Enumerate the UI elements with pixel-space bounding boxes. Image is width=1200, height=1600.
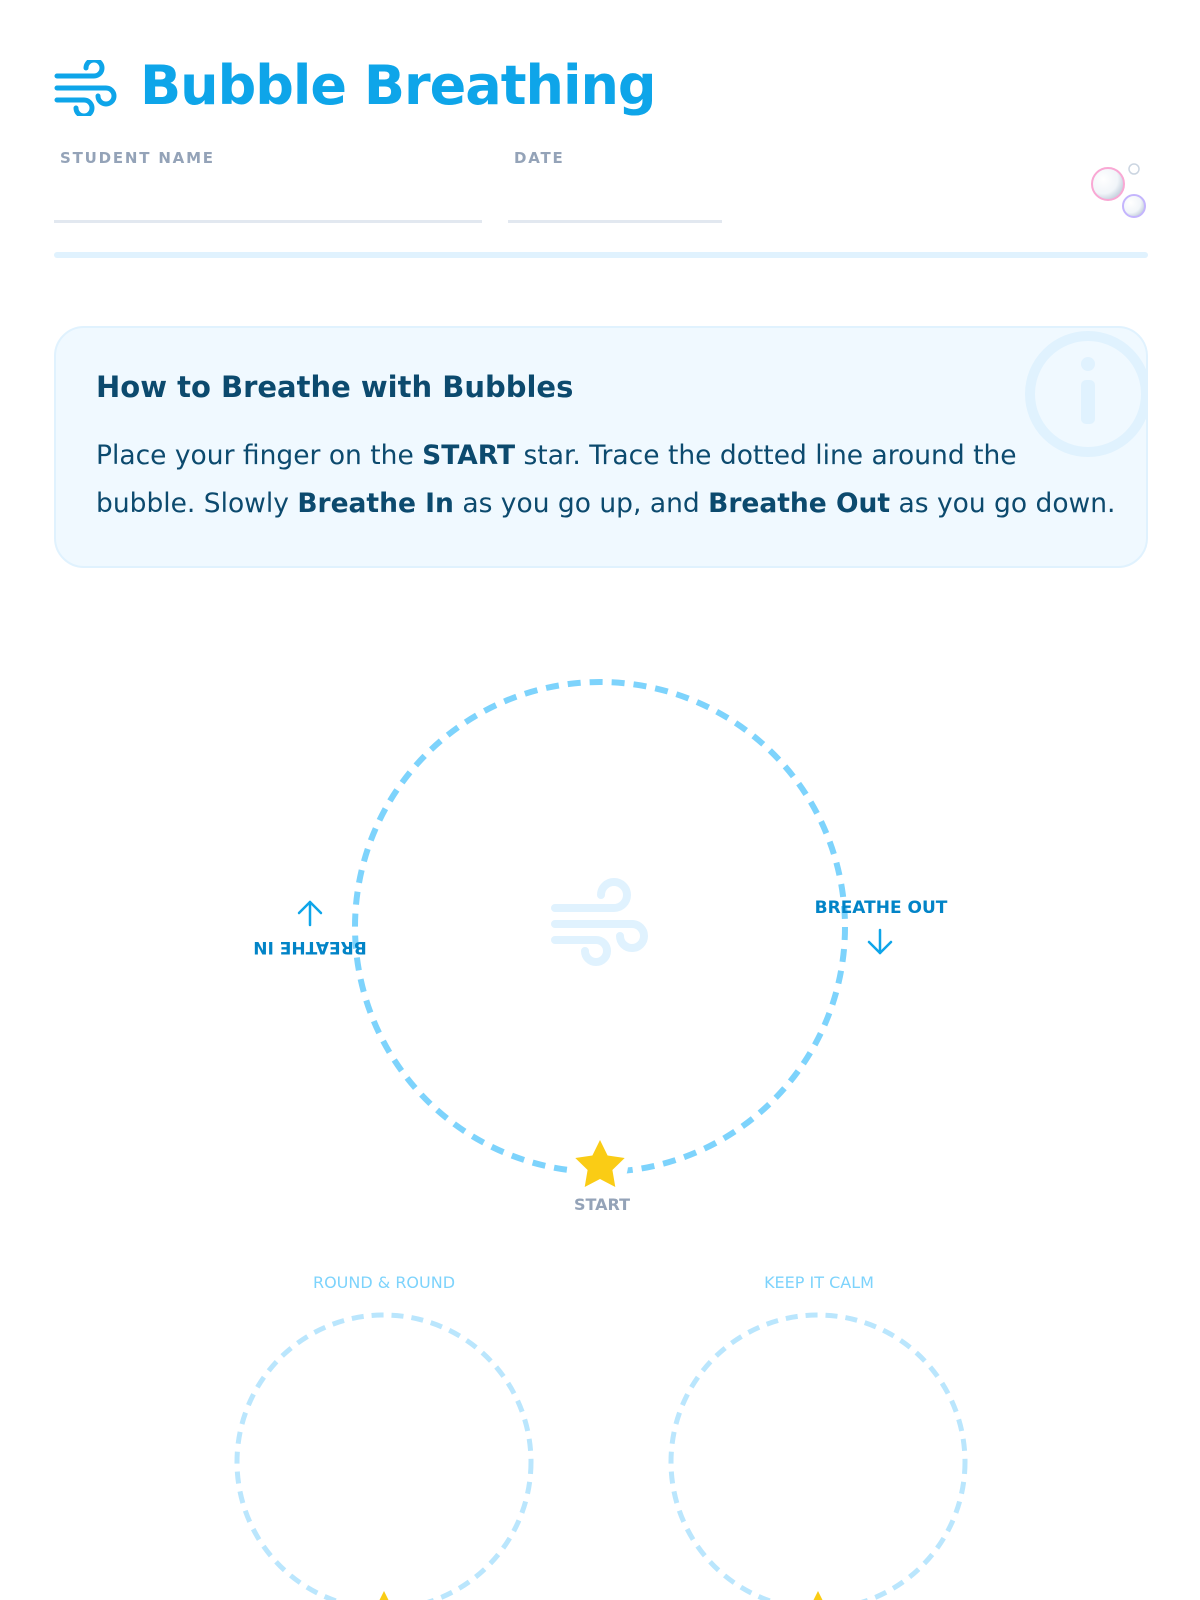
practice-bubble-left[interactable]: [237, 1315, 531, 1600]
practice-right-title: KEEP IT CALM: [764, 1273, 874, 1292]
student-name-label: STUDENT NAME: [60, 149, 215, 167]
practice-left-title: ROUND & ROUND: [312, 1273, 456, 1292]
breathe-in-arrow-icon: [299, 902, 321, 925]
practice-bubble-right[interactable]: [671, 1315, 965, 1600]
instructions-title: How to Breathe with Bubbles: [96, 370, 574, 404]
page-title: Bubble Breathing: [140, 54, 656, 117]
bubble-center-wind-icon: [555, 882, 644, 962]
practice-left-star-icon[interactable]: [368, 1591, 400, 1600]
start-label: START: [573, 1195, 631, 1214]
breathe-in-label: BREATHE IN: [253, 937, 367, 957]
breathe-out-label: BREATHE OUT: [814, 898, 948, 918]
date-label: DATE: [514, 149, 565, 167]
breathe-out-arrow-icon: [869, 930, 891, 953]
instructions-text: Place your finger on the START star. Trace the dotted line around the bubble. Slowly Breathe In as you go up, and Breathe Out as you go down.: [96, 440, 1116, 519]
practice-right-star-icon[interactable]: [802, 1591, 834, 1600]
